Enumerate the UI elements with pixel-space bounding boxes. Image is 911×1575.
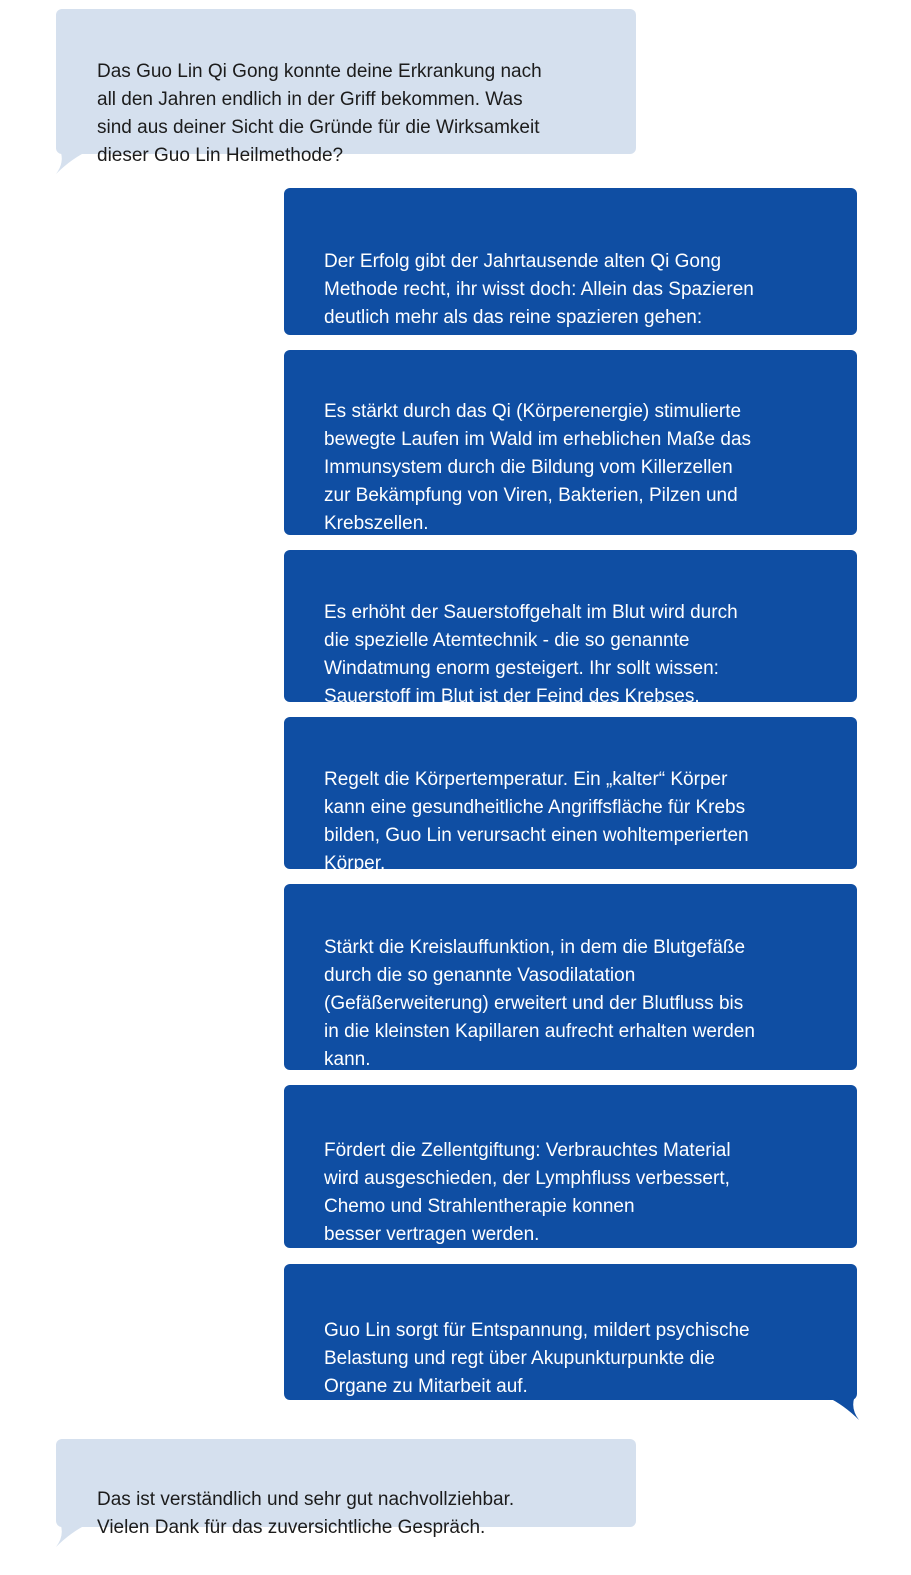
- question-bubble-2-tail: [56, 1523, 92, 1549]
- question-bubble-2: [56, 1439, 636, 1538]
- question-text-2: Das ist verständlich und sehr gut nachvollziehbar. Vielen Dank für das zuversichtliche Gespräch.: [97, 1489, 515, 1538]
- question-bubble-1-tail: [56, 150, 92, 176]
- question-bubble-1: [56, 9, 636, 166]
- answer-text-3: Es erhöht der Sauerstoffgehalt im Blut wird durch die spezielle Atemtechnik - die so genannte Windatmung enorm gesteigert. Ihr sollt wissen: Sauerstoff im Blut ist der Feind des Krebses.: [324, 602, 738, 707]
- answer-text-1: Der Erfolg gibt der Jahrtausende alten Qi Gong Methode recht, ihr wisst doch: Allein das Spazieren deutlich mehr als das reine spazieren gehen:: [324, 251, 754, 328]
- answer-text-4: Regelt die Körpertemperatur. Ein „kalter“ Körper kann eine gesundheitliche Angriffsfläche für Krebs bilden, Guo Lin verursacht einen wohltemperierten Körper.: [324, 769, 749, 874]
- answer-bubble-6: [284, 1085, 857, 1248]
- answer-bubble-2: [284, 350, 857, 535]
- answer-text-5: Stärkt die Kreislauffunktion, in dem die Blutgefäße durch die so genannte Vasodilatation (Gefäßerweiterung) erweitert und der Blutfluss bis in die kleinsten Kapillaren aufrecht erhalten werden kann.: [324, 937, 755, 1070]
- answer-bubble-7-tail: [823, 1396, 859, 1422]
- question-text-1: Das Guo Lin Qi Gong konnte deine Erkrankung nach all den Jahren endlich in der Griff bekommen. Was sind aus deiner Sicht die Gründe für die Wirksamkeit dieser Guo Lin Heilmethode?: [97, 61, 542, 166]
- answer-text-6: Fördert die Zellentgiftung: Verbrauchtes Material wird ausgeschieden, der Lymphfluss verbessert, Chemo und Strahlentherapie konnen besser vertragen werden.: [324, 1140, 731, 1245]
- answer-bubble-1: [284, 188, 857, 335]
- answer-text-7: Guo Lin sorgt für Entspannung, mildert psychische Belastung und regt über Akupunkturpunkte die Organe zu Mitarbeit auf.: [324, 1320, 750, 1397]
- answer-bubble-5: [284, 884, 857, 1070]
- answer-bubble-3: [284, 550, 857, 707]
- answer-bubble-7: [284, 1264, 857, 1400]
- answer-bubble-4: [284, 717, 857, 874]
- answer-text-2: Es stärkt durch das Qi (Körperenergie) stimulierte bewegte Laufen im Wald im erheblichen Maße das Immunsystem durch die Bildung vom Killerzellen zur Bekämpfung von Viren, Bakterien, Pilzen und Krebszellen.: [324, 401, 752, 534]
